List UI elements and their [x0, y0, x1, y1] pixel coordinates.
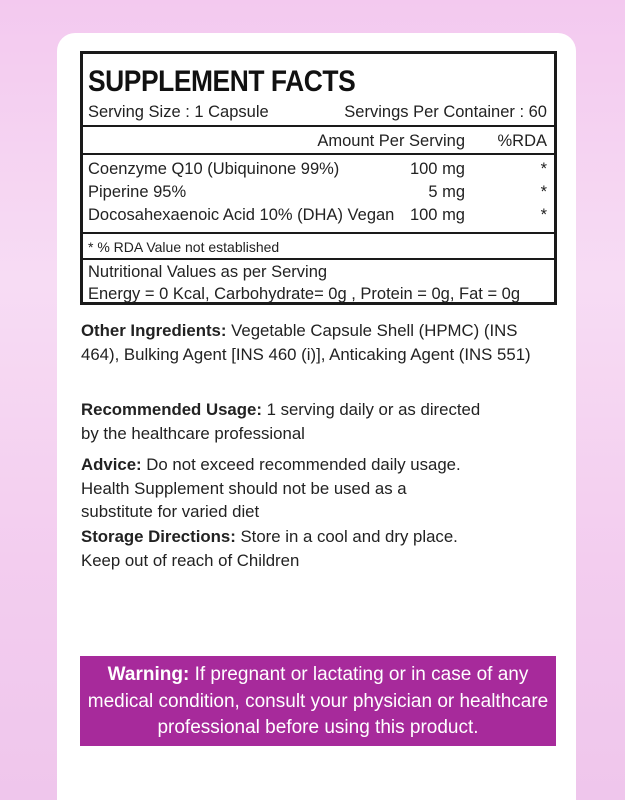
ingredient-rda: * — [540, 206, 547, 224]
ingredient-amount: 100 mg — [409, 160, 465, 178]
recommended-usage-text: 1 serving daily or as directed by the healthcare professional — [81, 400, 481, 443]
ingredient-name: Piperine 95% — [88, 183, 187, 201]
ingredient-name: Coenzyme Q10 (Ubiquinone 99%) — [88, 160, 340, 178]
divider — [83, 125, 554, 127]
nutrition-heading: Nutritional Values as per Serving — [88, 263, 328, 281]
supplement-facts-panel — [80, 51, 557, 305]
recommended-usage — [81, 398, 501, 445]
ingredient-row — [83, 205, 554, 225]
nutrition-values: Energy = 0 Kcal, Carbohydrate= 0g , Protein = 0g, Fat = 0g — [88, 285, 521, 303]
other-ingredients-text: Vegetable Capsule Shell (HPMC) (INS 464), Bulking Agent [INS 460 (i)], Anticaking Agent (INS 551) — [81, 321, 531, 364]
recommended-usage-label: Recommended Usage: — [81, 400, 262, 419]
advice-label: Advice: — [81, 455, 142, 474]
storage-directions-label: Storage Directions: — [81, 527, 236, 546]
ingredient-row — [83, 182, 554, 202]
other-ingredients-label: Other Ingredients: — [81, 321, 227, 340]
divider — [83, 153, 554, 155]
advice-text: Do not exceed recommended daily usage. Health Supplement should not be used as a substitute for varied diet — [81, 455, 461, 521]
divider — [83, 232, 554, 234]
ingredient-rda: * — [540, 183, 547, 201]
ingredient-name: Docosahexaenoic Acid 10% (DHA) Vegan — [88, 206, 395, 224]
other-ingredients — [81, 319, 541, 366]
ingredient-amount: 100 mg — [409, 206, 465, 224]
serving-size: Serving Size : 1 Capsule — [88, 103, 269, 121]
storage-directions-text: Store in a cool and dry place. Keep out of reach of Children — [81, 527, 458, 570]
rda-footnote: * % RDA Value not established — [88, 239, 280, 255]
ingredient-amount: 5 mg — [428, 183, 465, 201]
rda-header: %RDA — [497, 132, 547, 150]
facts-title: SUPPLEMENT FACTS — [88, 65, 356, 98]
advice — [81, 453, 481, 524]
warning-text: If pregnant or lactating or in case of any medical condition, consult your physician or healthcare professional before using this product. — [87, 664, 549, 738]
amount-per-serving-header: Amount Per Serving — [317, 132, 465, 150]
divider — [83, 258, 554, 260]
ingredient-row — [83, 159, 554, 179]
warning-banner — [80, 656, 556, 746]
ingredient-rda: * — [540, 160, 547, 178]
warning-label: Warning: — [107, 664, 190, 685]
storage-directions — [81, 525, 481, 572]
servings-per-container: Servings Per Container : 60 — [344, 103, 547, 121]
